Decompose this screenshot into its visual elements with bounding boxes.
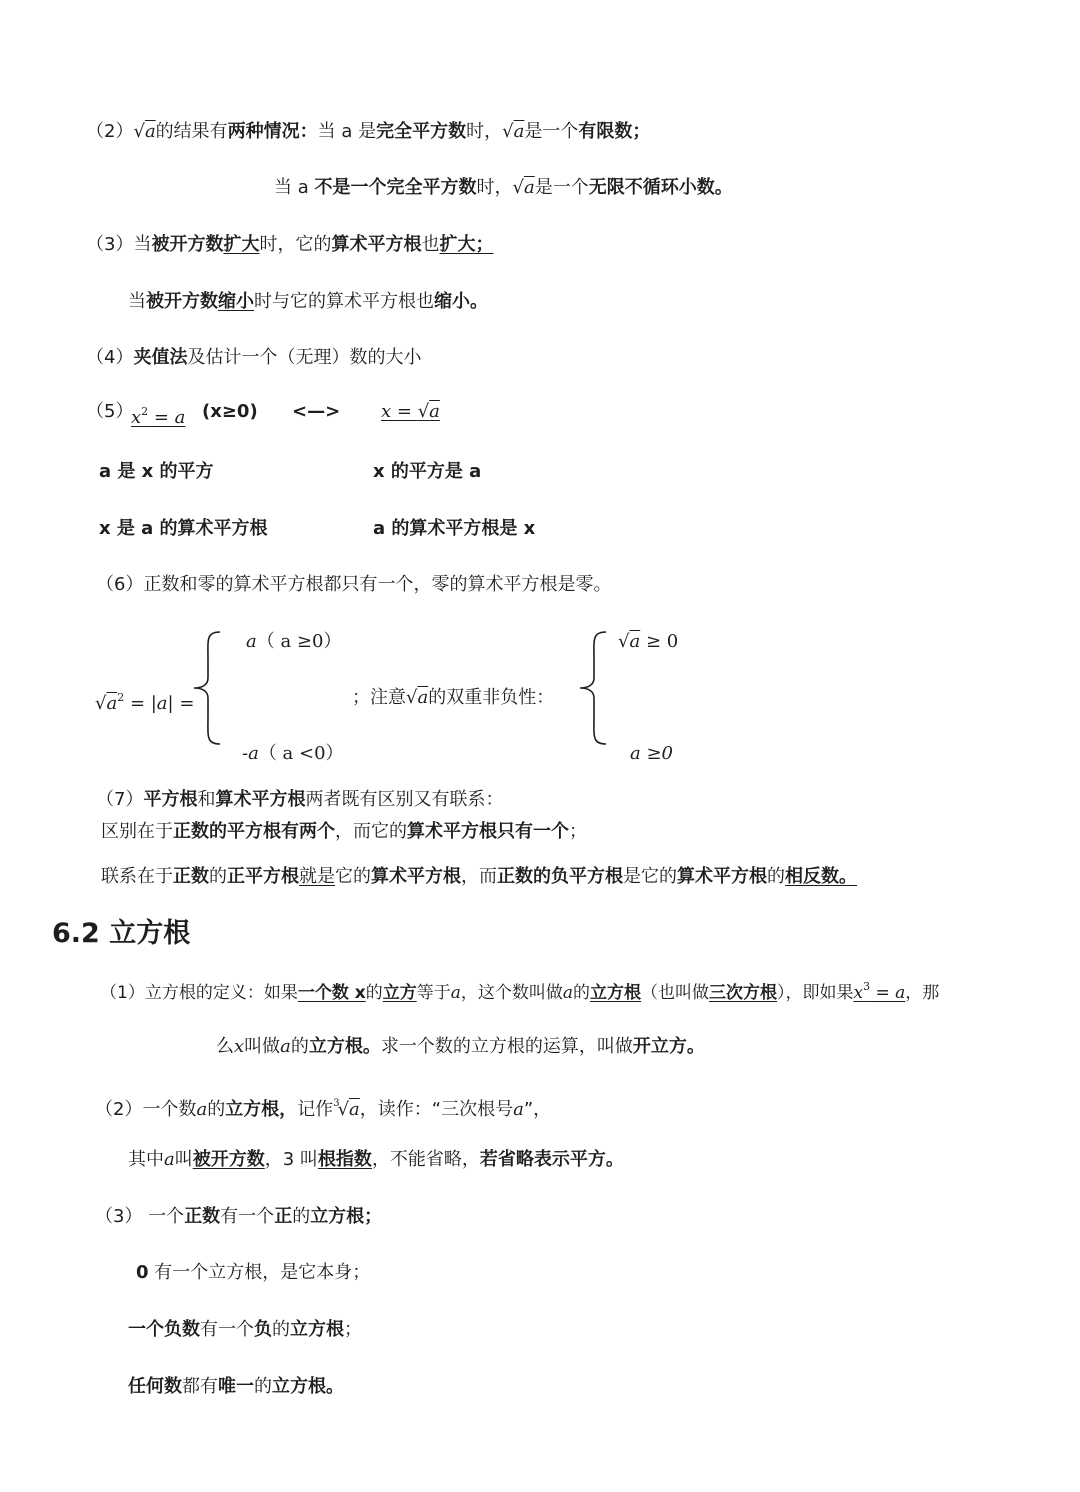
math-var: x: [131, 407, 142, 428]
radicand: a: [523, 177, 535, 198]
text: 叫: [174, 1149, 193, 1170]
bold-text: 正: [274, 1206, 293, 1227]
text: 叫做: [244, 1036, 281, 1057]
prop4-line: [86, 346, 421, 370]
bold-text: 立方根: [290, 1319, 344, 1340]
math-var: a: [562, 983, 573, 1003]
bold-text: 正数: [173, 866, 209, 887]
text: 的: [209, 866, 227, 887]
text: 的: [290, 1036, 309, 1057]
text: 记作: [297, 1099, 334, 1120]
text: ，这个数叫做: [460, 983, 563, 1003]
underlined-text: 扩大: [223, 234, 260, 255]
text: 当 a: [274, 177, 315, 198]
item-label: （1）立方根的定义：如果: [100, 983, 298, 1003]
sqrt-icon: √: [406, 687, 418, 708]
text: 时，它的: [259, 234, 332, 255]
math-var: x: [853, 983, 864, 1003]
bold-text: 正平方根: [227, 866, 299, 887]
bold-text: 缩小。: [434, 291, 488, 312]
text: ，不能省略，: [371, 1149, 480, 1170]
prop5-row2-left: x 是 a 的算术平方根: [99, 518, 268, 539]
radicand: a: [629, 631, 641, 652]
cube3-line4: [128, 1375, 344, 1399]
underlined-text: 立方: [382, 983, 417, 1003]
bold-text: 立方根，: [225, 1099, 298, 1120]
condition: （ a ≥0）: [256, 631, 342, 652]
bold-text: 不是一个完全平方数: [314, 177, 477, 198]
root-index: 3: [333, 1098, 340, 1109]
bold-text: 被开方数: [151, 234, 224, 255]
bold-text: 算术平方根: [215, 789, 306, 810]
text: ，而它的: [335, 821, 407, 842]
text: 有一个: [200, 1319, 254, 1340]
cube1-line2: [216, 1035, 705, 1059]
bold-text: 算术平方根: [677, 866, 767, 887]
text: 是一个: [524, 121, 579, 142]
text: ，读作：“三次根号: [359, 1099, 514, 1120]
prop2-line2: [274, 176, 733, 200]
bold-text: 唯一: [218, 1376, 254, 1397]
text: 的: [292, 1206, 311, 1227]
prop3-line2: [128, 290, 488, 314]
math-expr: = a: [870, 983, 906, 1003]
bold-text: 算术平方根: [331, 234, 422, 255]
text: 有一个: [220, 1206, 275, 1227]
math-var: a: [164, 1149, 175, 1170]
condition: ≥ 0: [640, 631, 679, 652]
math-expr: = a: [148, 407, 186, 428]
text: ；注意: [352, 687, 406, 708]
radicand: a: [417, 687, 429, 708]
prop5-line: [86, 400, 133, 424]
prop6-text: （6）正数和零的算术平方根都只有一个，零的算术平方根是零。: [96, 574, 612, 595]
item-label: （2）一个数: [95, 1099, 197, 1120]
bold-text: 0: [136, 1262, 149, 1283]
cube1-line1: [100, 975, 939, 1005]
cube3-line1: [95, 1205, 382, 1229]
math-var: a: [450, 983, 461, 1003]
text: 两者既有区别又有联系：: [305, 789, 504, 810]
text: 的: [254, 1376, 272, 1397]
item-label: （7）: [96, 789, 144, 810]
text: 区别在于: [101, 821, 173, 842]
item-label: （4）: [86, 347, 134, 368]
text: ；: [344, 1319, 362, 1340]
radicand: a: [106, 693, 118, 714]
text: ，而: [461, 866, 497, 887]
math-var: x: [234, 1036, 245, 1057]
underlined-text: 相反数。: [785, 866, 857, 887]
cube2-line2: [128, 1148, 624, 1172]
bold-text: 算术平方根: [371, 866, 461, 887]
bold-text: 立方根；: [310, 1206, 383, 1227]
item-label: （5）: [86, 401, 134, 422]
bold-text: 无限不循环小数。: [588, 177, 733, 198]
cube2-line1: [95, 1092, 551, 1122]
bold-text: 夹值法: [133, 347, 188, 368]
text: 是一个: [534, 177, 589, 198]
item-label: （3）当: [86, 234, 152, 255]
math-expr: -a: [242, 743, 259, 764]
equivalence-arrow-icon: <—>: [292, 401, 341, 422]
math-expr: = |a| =: [124, 693, 195, 714]
text: 时，: [476, 177, 513, 198]
bold-text: 算术平方根只有一个: [407, 821, 569, 842]
underlined-text: 被开方数: [192, 1149, 265, 1170]
text: ），即如果: [777, 983, 854, 1003]
prop5-row1-right: x 的平方是 a: [373, 461, 482, 482]
text: 的: [272, 1319, 290, 1340]
bold-text: 被开方数: [146, 291, 218, 312]
text: 也: [421, 234, 440, 255]
bold-text: 完全平方数: [376, 121, 467, 142]
prop3-line1: [86, 233, 493, 257]
prop6-note: [352, 686, 554, 710]
prop7-line1: [96, 788, 503, 812]
bold-text: 若省略表示平方。: [479, 1149, 624, 1170]
cube3-line3: [128, 1318, 362, 1342]
text: 联系在于: [101, 866, 173, 887]
text: 的: [767, 866, 785, 887]
text: 的: [573, 983, 590, 1003]
math-expr: x =: [381, 401, 418, 422]
text: 的双重非负性：: [428, 687, 555, 708]
prop5-row1-left: a 是 x 的平方: [99, 461, 214, 482]
text: 是它的: [623, 866, 677, 887]
underlined-text: 立方根: [590, 983, 641, 1003]
text: 的: [365, 983, 383, 1003]
text: 时与它的算术平方根也: [254, 291, 434, 312]
prop5-eq-right: [381, 400, 440, 424]
math-expr: a: [246, 631, 257, 652]
bold-text: 平方根: [143, 789, 198, 810]
underlined-text: 根指数: [317, 1149, 372, 1170]
exponent: 2: [117, 691, 125, 704]
prop6-lhs: [95, 686, 194, 716]
text: （也叫做: [641, 983, 709, 1003]
sqrt-icon: √: [95, 693, 107, 714]
text: 其中: [128, 1149, 164, 1170]
sqrt-icon: √: [133, 121, 145, 142]
sqrt-icon: √: [512, 177, 524, 198]
text: 的: [207, 1099, 226, 1120]
text: 都有: [182, 1376, 218, 1397]
case2: [242, 742, 344, 766]
bold-text: 一个负数: [128, 1319, 200, 1340]
radicand: a: [429, 401, 440, 422]
bold-text: 立方根。: [272, 1376, 344, 1397]
underlined-text: 缩小: [218, 291, 254, 312]
exponent: 2: [141, 405, 149, 418]
left-brace-icon: [192, 630, 222, 746]
case1: [246, 630, 341, 654]
text: 么: [216, 1036, 234, 1057]
sqrt-icon: √: [417, 401, 430, 422]
prop2-line1: [86, 120, 650, 144]
text: ；: [569, 821, 587, 842]
underlined-text: 就是: [299, 866, 335, 887]
radicand: a: [349, 1099, 360, 1120]
text: 等于: [416, 983, 451, 1003]
text: 时，: [466, 121, 503, 142]
underlined-text: 一个数 x: [297, 983, 366, 1003]
text: 和: [197, 789, 216, 810]
item-label: （3） 一个: [95, 1206, 185, 1227]
underlined-text: 三次方根: [709, 983, 777, 1003]
prop7-line2: [101, 820, 587, 844]
sqrt-icon: √: [618, 631, 630, 652]
radicand: a: [513, 121, 525, 142]
text: 求一个数的立方根的运算，叫做: [380, 1036, 633, 1057]
cube3-line2: [136, 1261, 370, 1285]
bold-text: 两种情况：: [227, 121, 318, 142]
rcase2: a ≥0: [630, 743, 673, 764]
item-label: （2）: [86, 121, 134, 142]
condition: （ a <0）: [258, 743, 344, 764]
section-title: 6.2 立方根: [52, 918, 191, 949]
bold-text: 有限数；: [578, 121, 651, 142]
bold-text: 正数: [184, 1206, 221, 1227]
bold-text: 开立方。: [632, 1036, 705, 1057]
radicand: a: [144, 121, 156, 142]
bold-text: 负: [254, 1319, 272, 1340]
text: 及估计一个（无理）数的大小: [187, 347, 422, 368]
sqrt-icon: √: [337, 1099, 350, 1120]
prop5-eq-left: [131, 400, 185, 430]
exponent: 3: [863, 980, 871, 993]
text: 当: [128, 291, 146, 312]
prop7-line3: [101, 865, 857, 889]
text: ”，: [523, 1099, 552, 1120]
text: 有一个立方根，是它本身；: [148, 1262, 371, 1283]
bold-text: 正数的平方根有两个: [173, 821, 335, 842]
rcase1: [618, 630, 678, 654]
math-var: a: [280, 1036, 291, 1057]
text: 当 a 是: [317, 121, 377, 142]
prop5-condition: (x≥0): [202, 401, 258, 422]
text: ，那: [905, 983, 940, 1003]
text: 的结果有: [155, 121, 228, 142]
left-brace-icon: [578, 630, 608, 746]
sqrt-icon: √: [502, 121, 514, 142]
underlined-text: 扩大；: [439, 234, 494, 255]
bold-text: 立方根。: [308, 1036, 381, 1057]
text: 它的: [335, 866, 371, 887]
text: ，3 叫: [264, 1149, 318, 1170]
prop5-row2-right: a 的算术平方根是 x: [373, 518, 536, 539]
math-var: a: [513, 1099, 524, 1120]
bold-text: 正数的负平方根: [497, 866, 623, 887]
bold-text: 任何数: [128, 1376, 182, 1397]
math-var: a: [196, 1099, 208, 1120]
